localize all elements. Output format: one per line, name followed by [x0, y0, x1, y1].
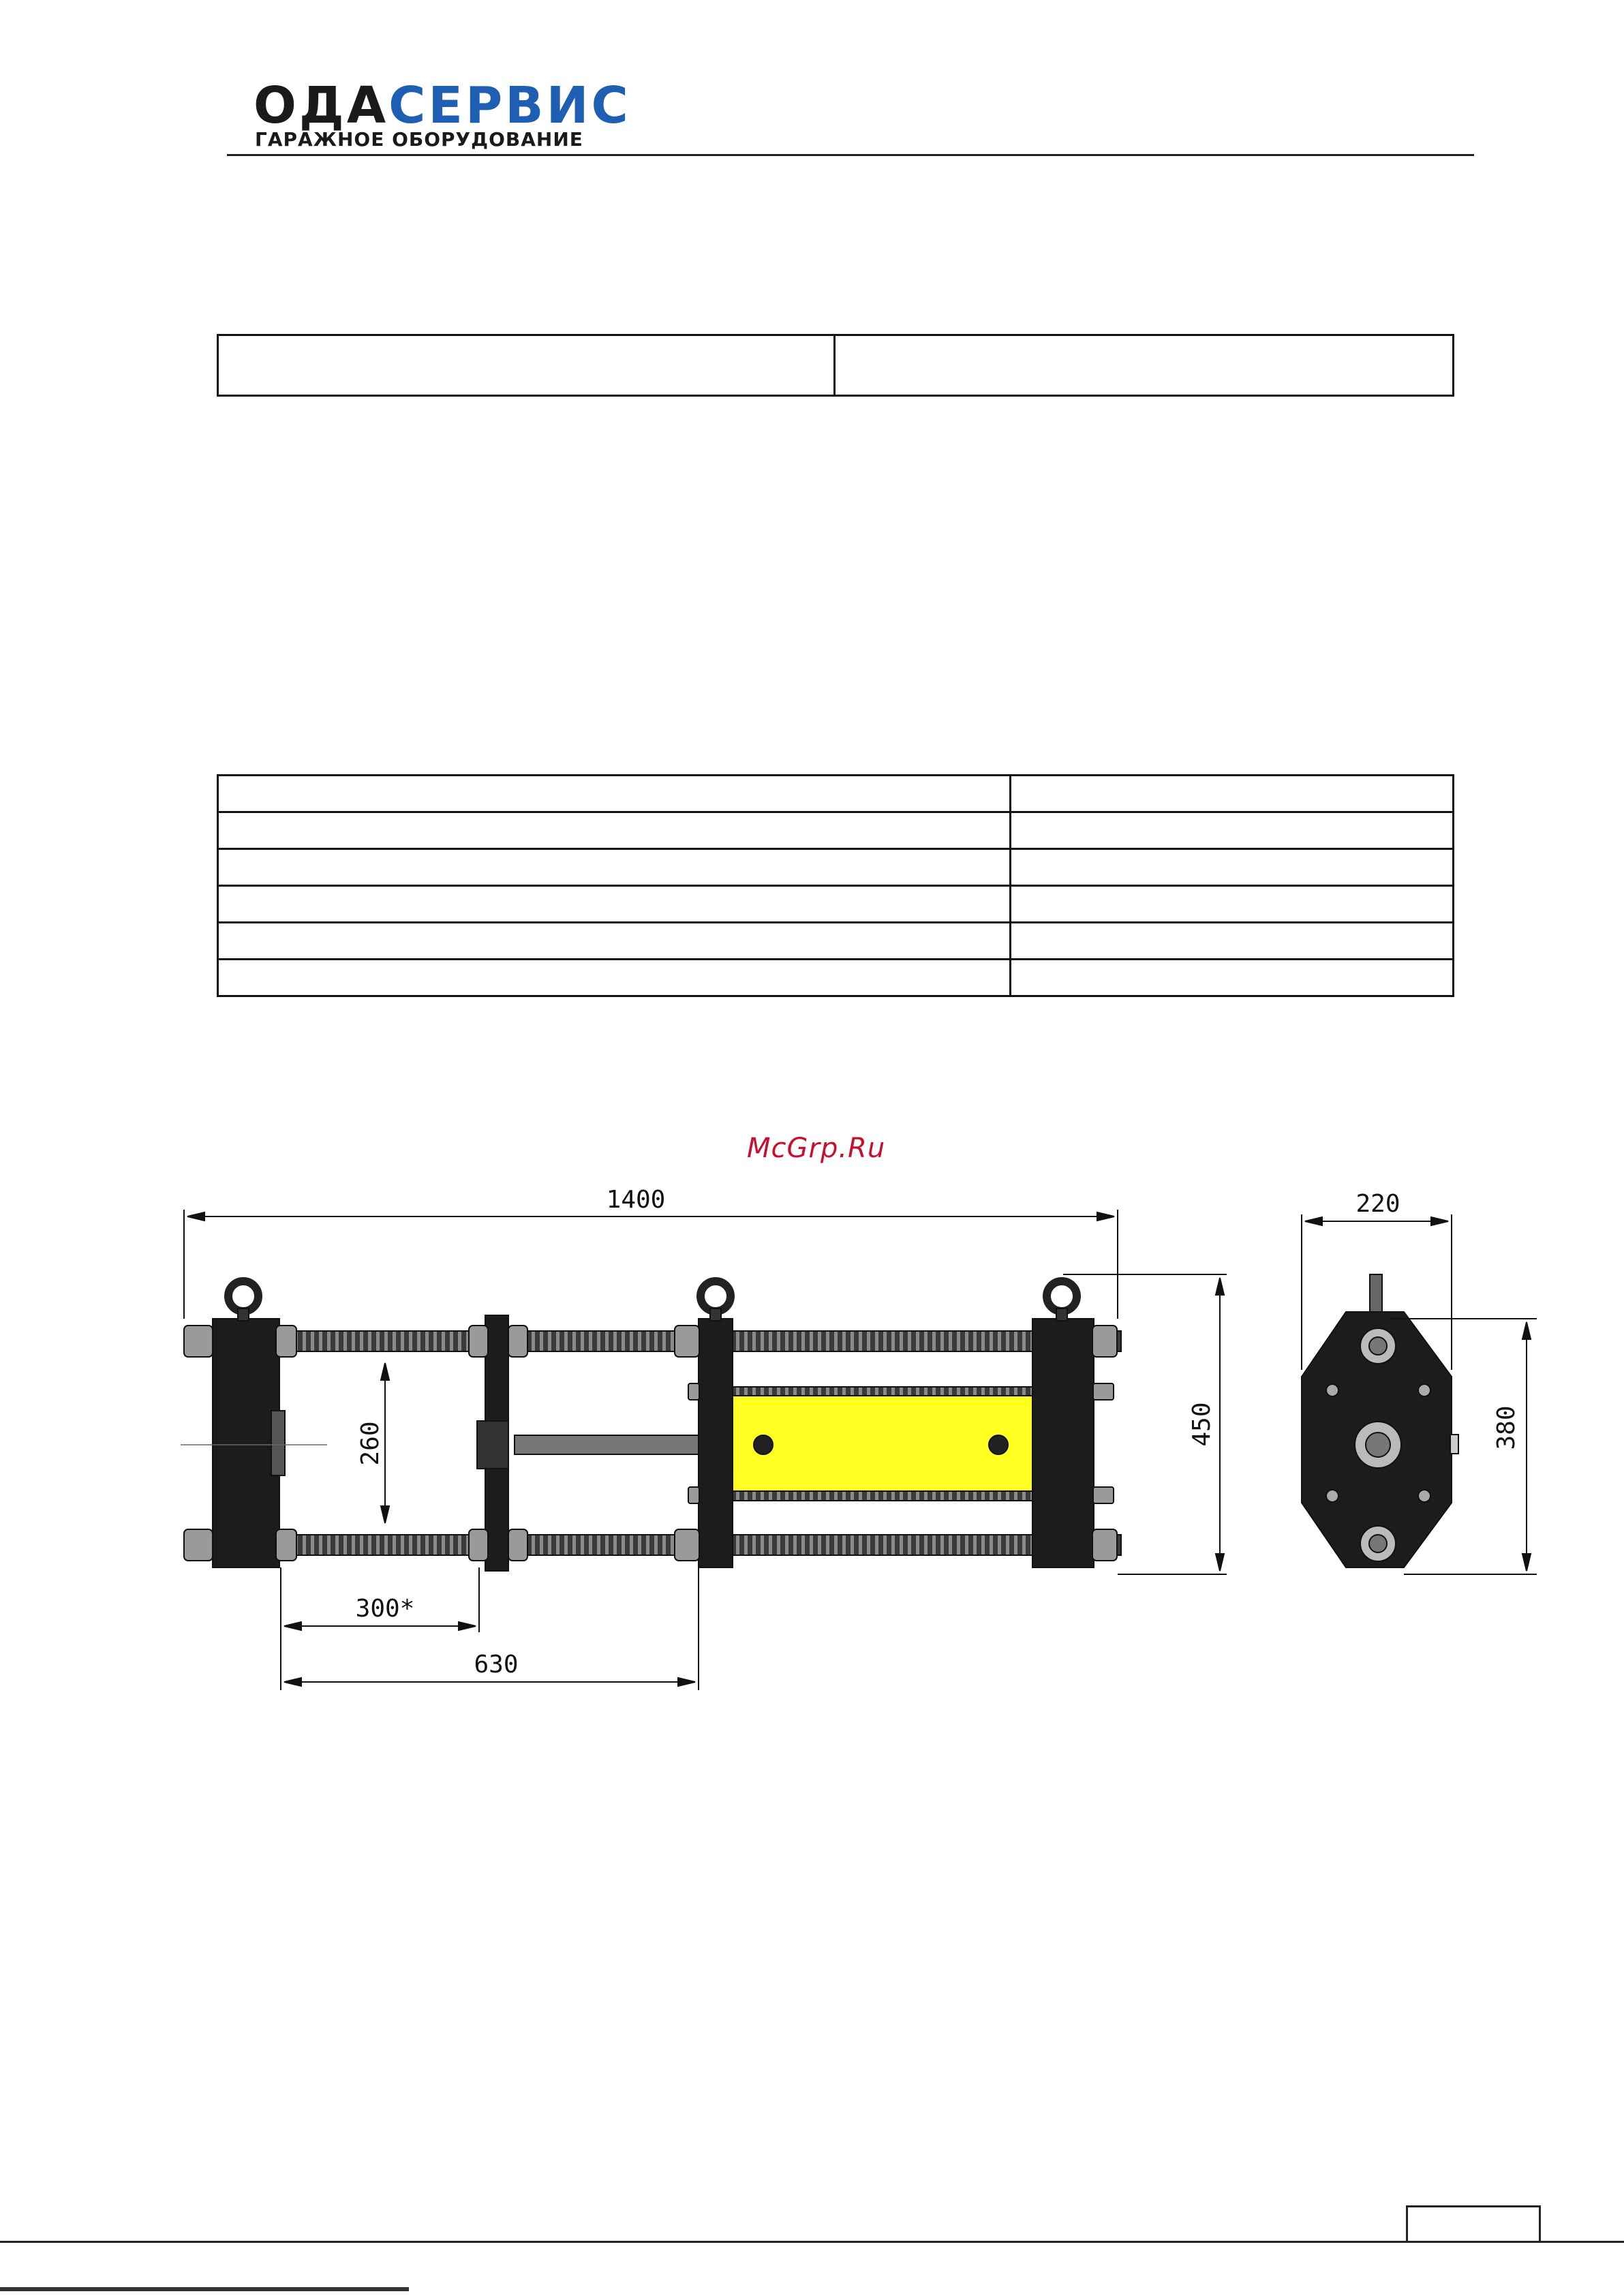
front-view — [181, 1281, 1121, 1571]
dim-stroke: 300* — [355, 1595, 415, 1623]
dim-height-side: 380 — [1492, 1405, 1520, 1450]
header-divider — [227, 154, 1474, 156]
table-row — [218, 886, 1454, 923]
dim-rod-spacing: 260 — [356, 1421, 384, 1466]
table-cell — [218, 776, 1011, 812]
page-number-tab — [1406, 2205, 1541, 2243]
table-row — [218, 812, 1454, 849]
threaded-rod-bottom — [187, 1535, 1121, 1555]
table-row — [218, 849, 1454, 886]
specs-table — [217, 774, 1454, 997]
side-eye-bolt — [1370, 1274, 1382, 1315]
eye-bolt-right — [1047, 1281, 1077, 1311]
table-cell — [218, 960, 1011, 996]
table-cell — [218, 923, 1011, 960]
dim-width-side: 220 — [1355, 1190, 1400, 1218]
table-row — [218, 960, 1454, 996]
table-cell — [218, 335, 835, 396]
movable-plate-hub — [477, 1421, 508, 1469]
table-cell — [1011, 812, 1454, 849]
end-plate-left — [213, 1319, 279, 1567]
brand-logo: ОДАСЕРВИС — [254, 76, 631, 135]
eye-bolt-left — [228, 1281, 258, 1311]
end-plate-left-hub — [271, 1411, 285, 1475]
piston-rod — [515, 1435, 699, 1454]
table-row — [218, 776, 1454, 812]
table-cell — [835, 335, 1454, 396]
footer-divider — [0, 2241, 1624, 2243]
threaded-rod-top — [187, 1331, 1121, 1351]
table-cell — [218, 849, 1011, 886]
cylinder-port-left — [754, 1435, 773, 1454]
info-table — [217, 334, 1454, 397]
watermark: McGrp.Ru — [747, 1133, 886, 1164]
cylinder-port-right — [989, 1435, 1008, 1454]
table-cell — [1011, 923, 1454, 960]
table-cell — [1011, 960, 1454, 996]
footer-strip — [0, 2287, 409, 2291]
eye-bolt-middle — [701, 1281, 731, 1311]
end-plate-right — [1032, 1319, 1094, 1567]
table-cell — [1011, 776, 1454, 812]
table-row — [218, 923, 1454, 960]
dim-height: 450 — [1188, 1402, 1216, 1447]
dim-to-cylinder: 630 — [474, 1651, 519, 1679]
table-cell — [218, 812, 1011, 849]
dim-length-total: 1400 — [606, 1186, 666, 1214]
middle-plate — [699, 1319, 733, 1567]
table-cell — [218, 886, 1011, 923]
table-row — [218, 335, 1454, 396]
table-cell — [1011, 886, 1454, 923]
brand-subtitle: ГАРАЖНОЕ ОБОРУДОВАНИЕ — [255, 128, 583, 151]
table-cell — [1011, 849, 1454, 886]
technical-drawing — [164, 1172, 1554, 1704]
